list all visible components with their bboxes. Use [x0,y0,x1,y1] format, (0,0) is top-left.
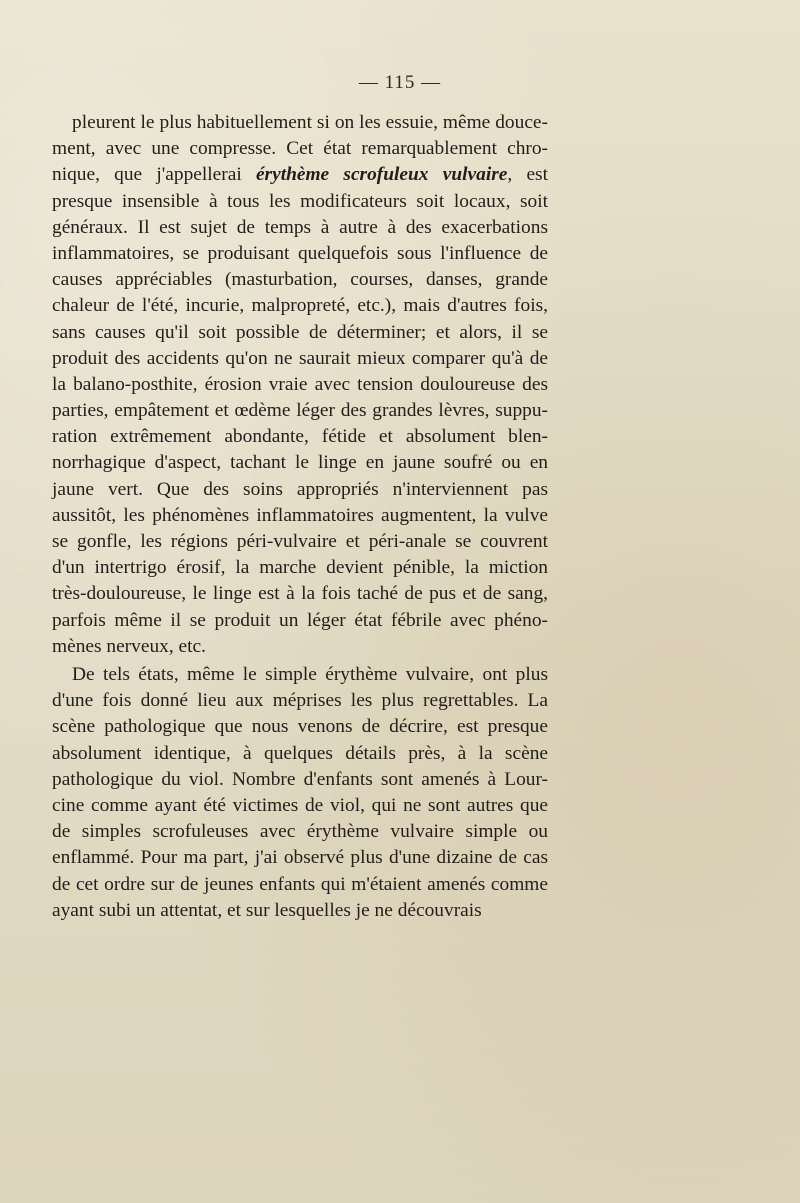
text-segment: aussitôt, les phénomènes inflammatoires augmentent, la vulve [52,504,548,526]
text-segment: presque insensible à tous les modificateurs soit locaux, soit [52,190,548,212]
text-line [52,110,548,136]
text-segment: parties, empâtement et œdème léger des grandes lèvres, suppu- [52,400,548,422]
text-segment: causes appréciables (masturbation, courses, danses, grande [52,269,548,291]
text-line [52,477,548,503]
text-segment: sans causes qu'il soit possible de déterminer; et alors, il se [52,321,548,343]
text-segment: généraux. Il est sujet de temps à autre à des exacerbations [52,216,548,238]
text-segment: De tels états, même le simple érythème vulvaire, ont plus [72,664,548,685]
text-line [52,398,548,424]
text-segment: se gonfle, les régions péri-vulvaire et péri-anale se couvrent [52,531,548,552]
text-line [52,215,548,241]
text-line [52,767,548,793]
text-line [52,688,548,714]
text-segment: pathologique du viol. Nombre d'enfants sont amenés à Lour- [52,768,548,790]
text-line [52,662,548,688]
text-line [52,819,548,845]
text-line [52,162,548,188]
text-segment: absolument identique, à quelques détails près, à la scène [52,742,548,764]
text-segment: nique, que j'appellerai [52,164,256,186]
text-segment: norrhagique d'aspect, tachant le linge en jaune soufré ou en [52,452,548,474]
text-segment: la balano-posthite, érosion vraie avec tension douloureuse des [52,373,548,395]
text-line [52,293,548,319]
text-line [52,529,548,555]
text-segment: ration extrêmement abondante, fétide et absolument blen- [52,426,548,448]
text-line [52,898,548,924]
text-segment: chaleur de l'été, incurie, malpropreté, etc.), mais d'autres fois, [52,295,548,317]
text-segment: ayant subi un attentat, et sur lesquelles je ne découvrais [52,899,482,921]
text-segment: très-douloureuse, le linge est à la fois taché de pus et de sang, [52,583,548,605]
text-segment: de simples scrofuleuses avec érythème vulvaire simple ou [52,821,548,843]
text-segment: , est [507,164,548,186]
text-segment: d'un intertrigo érosif, la marche devient pénible, la miction [52,557,548,579]
text-line [52,189,548,215]
text-segment: cine comme ayant été victimes de viol, qui ne sont autres que [52,794,548,816]
text-line [52,450,548,476]
text-line [52,634,548,660]
text-line [52,320,548,346]
text-line [52,346,548,372]
text-segment: de cet ordre sur de jeunes enfants qui m'étaient amenés comme [52,873,548,895]
text-line [52,267,548,293]
text-segment: parfois même il se produit un léger état fébrile avec phéno- [52,609,548,631]
text-segment: enflammé. Pour ma part, j'ai observé plus d'une dizaine de cas [52,847,548,869]
page-number: — 115 — [358,72,442,93]
text-line [52,581,548,607]
text-line [52,741,548,767]
text-segment: d'une fois donné lieu aux méprises les plus regrettables. La [52,690,548,712]
text-segment: ment, avec une compresse. Cet état remarquablement chro- [52,138,548,160]
text-line [52,136,548,162]
text-line [52,714,548,740]
text-line [52,845,548,871]
text-line [52,503,548,529]
text-line [52,872,548,898]
paragraph-1 [52,110,548,660]
paragraph-2 [52,662,548,924]
text-line [52,424,548,450]
italic-term: érythème scrofuleux vulvaire [255,164,508,186]
text-segment: mènes nerveux, etc. [52,635,206,657]
text-segment: inflammatoires, se produisant quelquefois sous l'influence de [52,242,548,264]
text-line [52,241,548,267]
text-line [52,608,548,634]
text-segment: scène pathologique que nous venons de décrire, est presque [52,716,548,738]
text-line [52,793,548,819]
text-segment: jaune vert. Que des soins appropriés n'interviennent pas [52,478,548,500]
text-segment: pleurent le plus habituellement si on les essuie, même douce- [72,112,548,133]
text-line [52,555,548,581]
text-line [52,372,548,398]
text-segment: produit des accidents qu'on ne saurait mieux comparer qu'à de [52,347,548,369]
